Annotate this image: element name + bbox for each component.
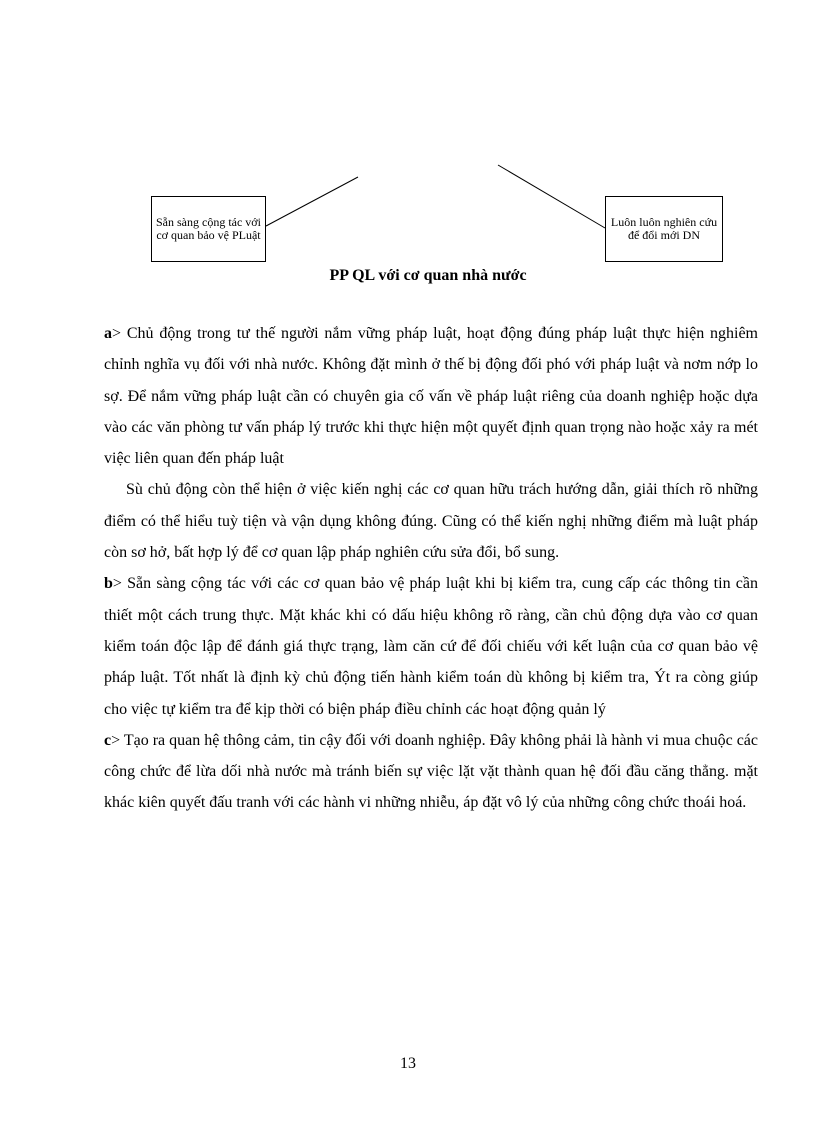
diagram-box-left-text: Sẵn sàng cộng tác với cơ quan bảo vệ PLuật: [156, 215, 261, 242]
diagram-box-right: [605, 196, 723, 262]
diagram-caption-text: PP QL với cơ quan nhà nước: [329, 267, 527, 284]
paragraph-a-marker: a: [104, 325, 112, 342]
paragraph-b-marker: b: [104, 575, 113, 593]
paragraph-c-marker: c: [104, 731, 112, 749]
paragraph-a-text: > Chủ động trong tư thế người nắm vững pháp luật, hoạt động đúng pháp luật thực hiện nghiêm chỉnh nghĩa vụ đối với nhà nước. Không đặt mình ở thế bị động đối phó với pháp luật và nơm nớp lo sợ. Để nắm vững pháp luật cần có chuyên gia cố vấn về pháp luật riêng của doanh nghiệp hoặc dựa vào các văn phòng tư vấn pháp lý trước khi thực hiện một quyết định quan trọng nào hoặc xảy ra mét việc liên quan đến pháp luật: [104, 325, 758, 468]
page-number: 13: [400, 1055, 416, 1072]
diagram-caption: [0, 266, 816, 286]
paragraph-a: [104, 318, 758, 474]
diagram: [0, 0, 816, 300]
paragraph-b-text: > Sẵn sàng cộng tác với các cơ quan bảo vệ pháp luật khi bị kiểm tra, cung cấp các thông tin cần thiết một cách trung thực. Mặt khác khi có dấu hiệu không rõ ràng, cần chủ động dựa vào cơ quan kiểm toán độc lập để đánh giá thực trạng, làm căn cứ để đối chiếu với kết luận của cơ quan bảo vệ pháp luật. Tốt nhất là định kỳ chủ động tiến hành kiểm toán dù không bị kiểm tra, Ýt ra còng giúp cho việc tự kiểm tra để kịp thời có biện pháp điều chỉnh các hoạt động quản lý: [104, 575, 758, 718]
paragraph-c: [104, 725, 758, 819]
connector-line-left: [266, 177, 358, 226]
paragraph-c-text: > Tạo ra quan hệ thông cảm, tin cậy đối với doanh nghiệp. Đây không phải là hành vi mua chuộc các công chức để lừa dối nhà nước mà tránh biến sự việc lặt vặt thành quan hệ đối đầu căng thẳng. mặt khác kiên quyết đấu tranh với các hành vi những nhiễu, áp đặt vô lý của những công chức thoái hoá.: [104, 731, 758, 812]
paragraph-a-continued: Sù chủ động còn thể hiện ở việc kiến nghị các cơ quan hữu trách hướng dẫn, giải thích rõ những điểm có thể hiểu tuỳ tiện và vận dụng không đúng. Cũng có thể kiến nghị những điểm mà luật pháp còn sơ hở, bất hợp lý để cơ quan lập pháp nghiên cứu sửa đổi, bổ sung.: [104, 481, 758, 562]
body-text: [104, 318, 758, 819]
diagram-box-right-text: Luôn luôn nghiên cứu để đổi mới DN: [610, 215, 718, 242]
connector-line-right: [498, 165, 605, 228]
diagram-box-left: [151, 196, 266, 262]
paragraph-b: [104, 568, 758, 724]
